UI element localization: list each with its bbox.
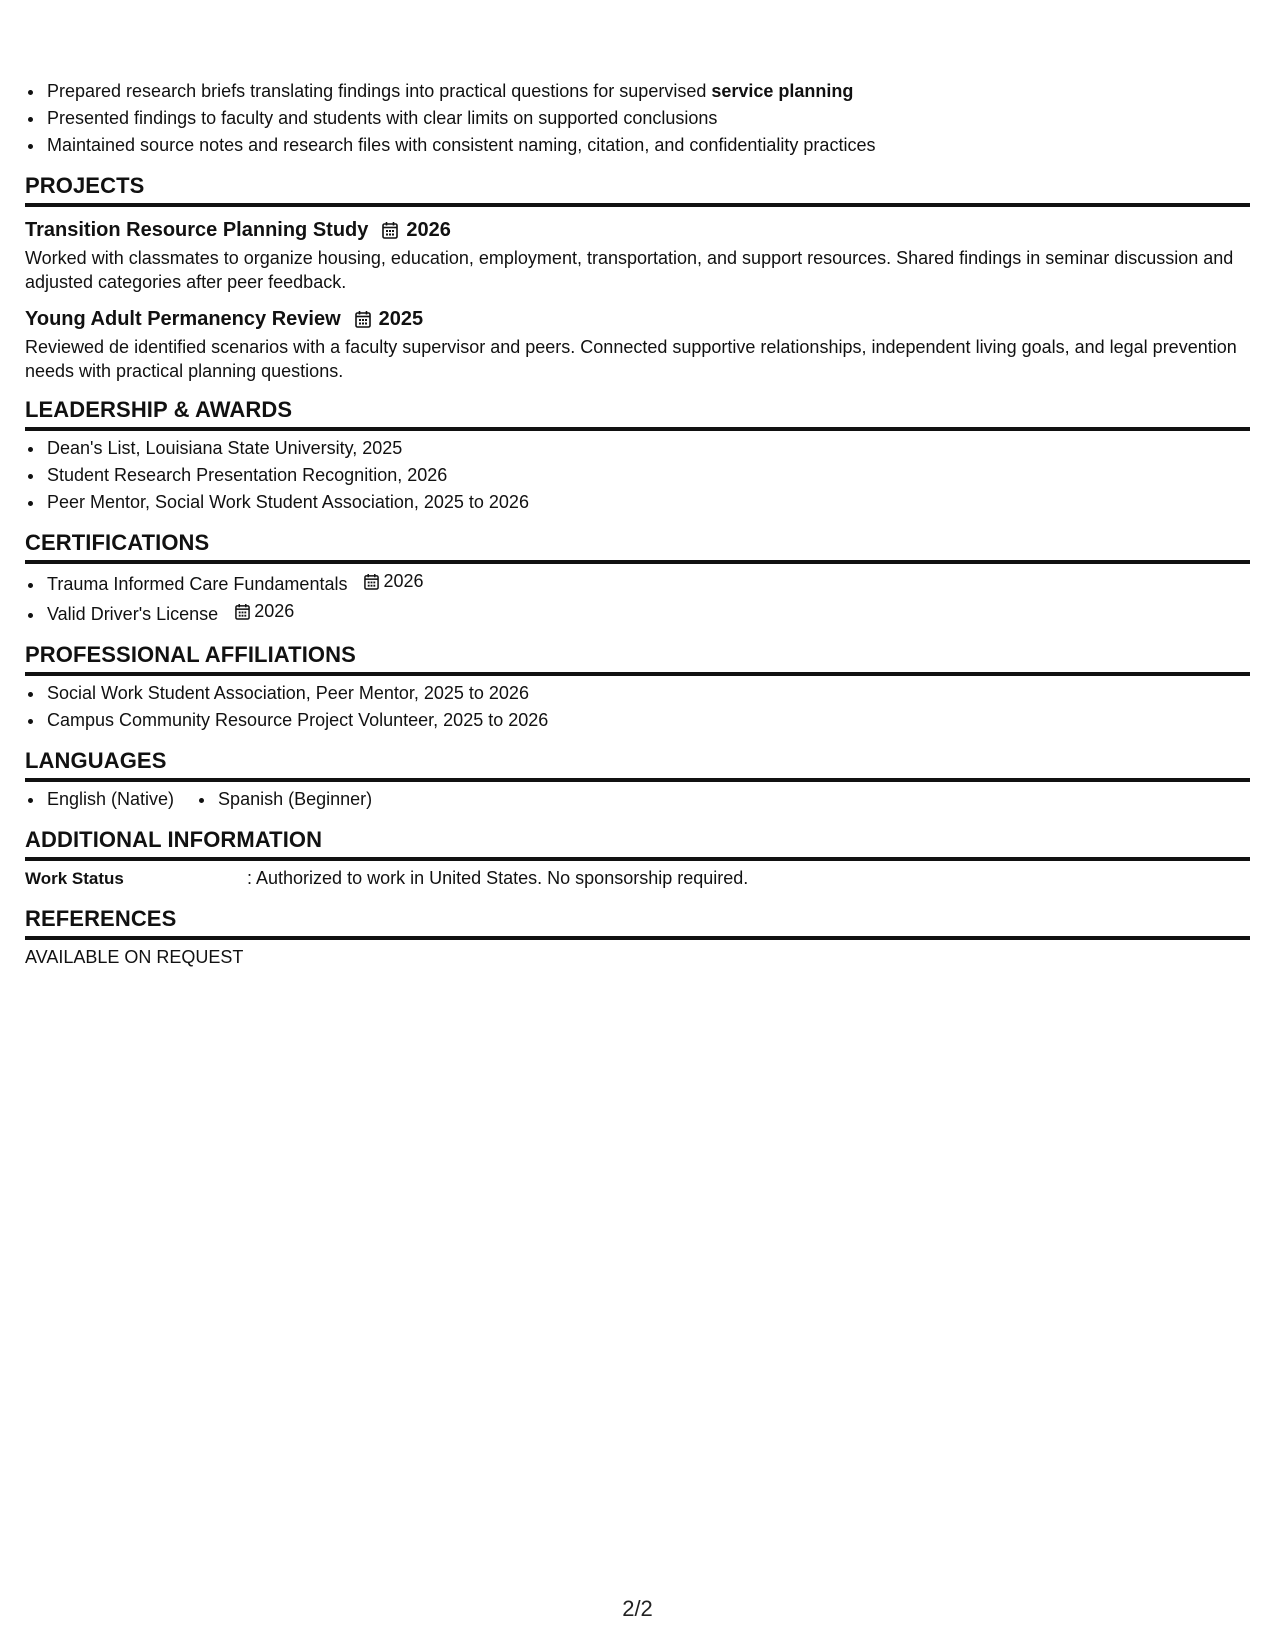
list-item: • Campus Community Resource Project Volunteer, 2025 to 2026 [45, 707, 1250, 734]
info-value: : Authorized to work in United States. No sponsorship required. [247, 868, 749, 888]
affiliations-section [25, 640, 1250, 734]
project-description: Worked with classmates to organize housing, education, employment, transportation, and support resources. Shared findings in seminar discussion and adjusted categories after peer feedback. [25, 248, 1234, 292]
project-item [25, 304, 1250, 383]
projects-section [25, 171, 1250, 383]
bullet-text: Presented findings to faculty and students with clear limits on supported conclusions [47, 108, 718, 128]
info-key: Work Status [25, 869, 124, 888]
list-item: • Peer Mentor, Social Work Student Association, 2025 to 2026 [45, 489, 1250, 516]
info-row [25, 865, 1250, 892]
certification-date: 2026 [383, 571, 424, 591]
references-text: AVAILABLE ON REQUEST [25, 947, 244, 967]
experience-bullets [25, 78, 1250, 159]
language-item: • English (Native) [45, 786, 174, 813]
list-item [45, 78, 1250, 105]
language-item: • Spanish (Beginner) [216, 786, 372, 813]
project-date: 2026 [406, 219, 451, 241]
project-name: Transition Resource Planning Study [25, 219, 369, 241]
additional-info-section [25, 825, 1250, 892]
certification-name: Trauma Informed Care Fundamentals [47, 574, 348, 594]
project-description: Reviewed de identified scenarios with a faculty supervisor and peers. Connected supportive relationships, independent living goals, and legal prevention needs with practical planning questions. [25, 337, 1237, 381]
calendar-icon [235, 603, 250, 620]
calendar-icon [382, 221, 398, 239]
certification-name: Valid Driver's License [47, 604, 219, 624]
project-item [25, 215, 1250, 294]
section-title-languages: LANGUAGES [25, 746, 1250, 782]
list-item: • Social Work Student Association, Peer Mentor, 2025 to 2026 [45, 680, 1250, 707]
list-item: • Dean's List, Louisiana State University, 2025 [45, 435, 1250, 462]
section-title-projects: PROJECTS [25, 171, 1250, 207]
section-title-references: REFERENCES [25, 904, 1250, 940]
list-item [45, 598, 1250, 628]
project-date: 2025 [378, 308, 424, 330]
section-title-certifications: CERTIFICATIONS [25, 528, 1250, 564]
references-section [25, 904, 1250, 971]
bullet-bold-text: service planning [711, 81, 854, 101]
bullet-text: Prepared research briefs translating findings into practical questions for supervised [47, 81, 712, 101]
bullet-text: Maintained source notes and research files with consistent naming, citation, and confidentiality practices [47, 135, 876, 155]
section-title-affiliations: PROFESSIONAL AFFILIATIONS [25, 640, 1250, 676]
list-item: • Student Research Presentation Recognition, 2026 [45, 462, 1250, 489]
list-item [45, 568, 1250, 598]
list-item [45, 105, 1250, 132]
certification-date: 2026 [254, 601, 295, 621]
calendar-icon [364, 573, 379, 590]
project-name: Young Adult Permanency Review [25, 308, 341, 330]
section-title-leadership: LEADERSHIP & AWARDS [25, 395, 1250, 431]
page-number: 2/2 [622, 1596, 653, 1621]
leadership-section [25, 395, 1250, 516]
calendar-icon [355, 310, 371, 328]
list-item [45, 132, 1250, 159]
resume-page [25, 78, 1250, 971]
certifications-section [25, 528, 1250, 628]
languages-section [25, 746, 1250, 813]
section-title-additional: ADDITIONAL INFORMATION [25, 825, 1250, 861]
